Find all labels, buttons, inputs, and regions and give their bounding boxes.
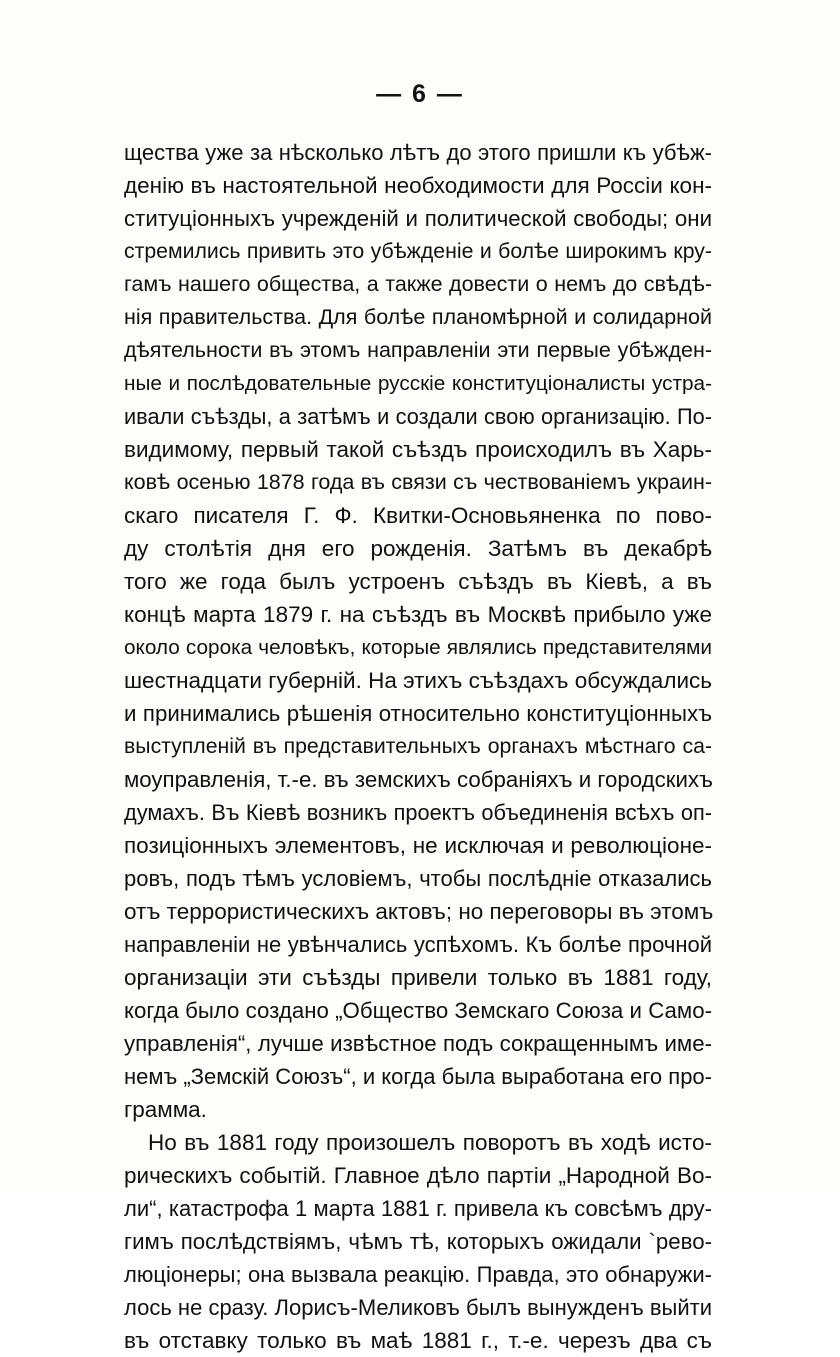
text-line: щества уже за нѣсколько лѣтъ до этого пришли къ убѣж- (124, 140, 712, 165)
paragraph (124, 136, 712, 1126)
text-line: ные и послѣдовательные русскіе конституціоналисты устра- (124, 372, 712, 395)
text-line: управленія“, лучше извѣстное подъ сокращеннымъ име- (124, 1031, 712, 1056)
text-line: рическихъ событій. Главное дѣло партіи „Народной Во- (124, 1163, 712, 1188)
text-line: того же года былъ устроенъ съѣздъ въ Кіевѣ, а въ (124, 569, 712, 594)
text-line: ковѣ осенью 1878 года въ связи съ чествованіемъ украин- (124, 470, 712, 494)
body-text (124, 136, 712, 1357)
page-number: — 6 — (376, 80, 464, 108)
text-line: около сорока человѣкъ, которые являлись представителями (124, 636, 712, 659)
text-line: шестнадцати губерній. На этихъ съѣздахъ обсуждались (124, 668, 712, 693)
text-line: немъ „Земскій Союзъ“, и когда была выработана его про- (124, 1064, 712, 1089)
text-line: грамма. (124, 1097, 207, 1122)
text-line: ли“, катастрофа 1 марта 1881 г. привела къ совсѣмъ дру- (124, 1196, 712, 1221)
text-line: концѣ марта 1879 г. на съѣздъ въ Москвѣ прибыло уже (124, 602, 712, 627)
text-line: ивали съѣзды, а затѣмъ и создали свою организацію. По- (124, 404, 712, 429)
text-line: стремились привить это убѣжденіе и болѣе широкимъ кру- (124, 239, 712, 263)
text-line: организаціи эти съѣзды привели только въ 1881 году, (124, 965, 712, 990)
text-line: денію въ настоятельной необходимости для Россіи кон- (124, 173, 712, 198)
text-line: направленіи не увѣнчались успѣхомъ. Къ болѣе прочной (124, 932, 712, 957)
text-line: позиціонныхъ элементовъ, не исключая и революціоне- (124, 833, 712, 858)
text-line: въ отставку только въ маѣ 1881 г., т.-е. черезъ два съ (124, 1328, 712, 1353)
text-line: выступленій въ представительныхъ органахъ мѣстнаго са- (124, 734, 712, 758)
paragraph (124, 1126, 712, 1357)
text-line: думахъ. Въ Кіевѣ возникъ проектъ объединенія всѣхъ оп- (124, 800, 712, 825)
text-line: гамъ нашего общества, а также довести о немъ до свѣдѣ- (124, 272, 712, 296)
text-line: Но въ 1881 году произошелъ поворотъ въ ходѣ исто- (148, 1130, 712, 1155)
text-line: нія правительства. Для болѣе планомѣрной и солидарной (124, 305, 712, 329)
text-line: ровъ, подъ тѣмъ условіемъ, чтобы послѣдніе отказались (124, 866, 712, 891)
text-line: отъ террористическихъ актовъ; но переговоры въ этомъ (124, 899, 714, 924)
text-line: ституціонныхъ учрежденій и политической свободы; они (124, 206, 712, 231)
text-line: моуправленія, т.-е. въ земскихъ собраніяхъ и городскихъ (124, 767, 713, 792)
text-line: люціонеры; она вызвала реакцію. Правда, это обнаружи- (124, 1262, 712, 1287)
text-line: ду столѣтія дня его рожденія. Затѣмъ въ декабрѣ (124, 536, 712, 561)
text-line: скаго писателя Г. Ф. Квитки-Основьяненка по пово- (124, 503, 712, 528)
text-line: когда было создано „Общество Земскаго Союза и Само- (124, 998, 712, 1023)
text-line: дѣятельности въ этомъ направленіи эти первые убѣжден- (124, 338, 712, 362)
text-line: и принимались рѣшенія относительно конституціонныхъ (124, 701, 712, 726)
text-line: видимому, первый такой съѣздъ происходилъ въ Харь- (124, 437, 712, 462)
text-line: гимъ послѣдствіямъ, чѣмъ тѣ, которыхъ ожидали `рево- (124, 1229, 712, 1254)
text-line: лось не сразу. Лорисъ-Меликовъ былъ вынужденъ выйти (124, 1295, 712, 1320)
